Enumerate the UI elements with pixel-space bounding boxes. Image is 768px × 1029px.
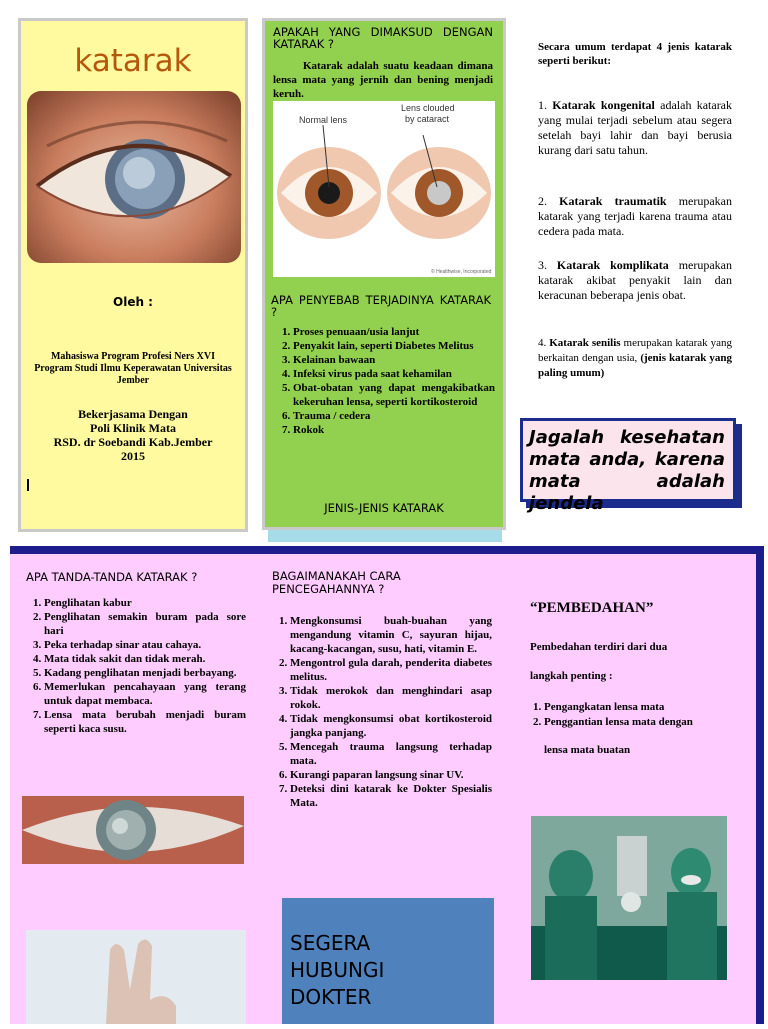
list-item: 4. Mata tidak sakit dan tidak merah. bbox=[44, 652, 246, 666]
partnership bbox=[25, 407, 241, 463]
surgery-heading: “PEMBEDAHAN” bbox=[530, 600, 654, 616]
type-item bbox=[538, 336, 732, 381]
hand-vision-test-photo bbox=[26, 930, 246, 1024]
list-item: 7. Lensa mata berubah menjadi buram seperti kaca susu. bbox=[44, 708, 246, 736]
partnership-line: RSD. dr Soebandi Kab.Jember bbox=[53, 435, 213, 449]
partnership-line: 2015 bbox=[121, 449, 145, 463]
type-desc: merupakan katarak akibat penyakit lain dan keracunan beberapa jenis obat. bbox=[538, 258, 732, 302]
clouded-lens-label-2: by cataract bbox=[405, 114, 450, 124]
type-item bbox=[538, 98, 732, 158]
decorative-strip bbox=[268, 530, 502, 542]
causes-list bbox=[273, 325, 495, 437]
list-item: 5. Obat-obatan yang dapat mengakibatkan kekeruhan lensa, seperti kortikosteroid bbox=[293, 381, 495, 409]
symptoms-list bbox=[30, 596, 246, 736]
list-item: 3. Kelainan bawaan bbox=[293, 353, 495, 367]
definition-text: Katarak adalah suatu keadaan dimana lensa mata yang jernih dan bening menjadi keruh. bbox=[273, 60, 493, 100]
contact-doctor-box bbox=[282, 898, 494, 1024]
cataract-eye-photo bbox=[27, 91, 241, 263]
panel-border-right bbox=[756, 546, 764, 1024]
callout-text: Jagalah kesehatan mata anda, karena mata adalah jendela bbox=[529, 427, 725, 514]
contact-line: DOKTER bbox=[290, 985, 372, 1009]
partnership-line: Poli Klinik Mata bbox=[89, 421, 176, 435]
definition-body bbox=[273, 59, 493, 101]
types-intro: Secara umum terdapat 4 jenis katarak seperti berikut: bbox=[538, 41, 732, 67]
types-heading: JENIS-JENIS KATARAK bbox=[324, 501, 444, 515]
type-desc: merupakan katarak yang terjadi karena trauma atau cedera pada mata. bbox=[538, 194, 733, 238]
author-line: Jember bbox=[116, 375, 150, 386]
list-item: 5. Kadang penglihatan menjadi berbayang. bbox=[44, 666, 246, 680]
list-item: 5. Mencegah trauma langsung terhadap mata. bbox=[290, 740, 492, 768]
list-item: 6. Kurangi paparan langsung sinar UV. bbox=[290, 768, 492, 782]
lens-comparison-illustration bbox=[273, 101, 495, 277]
cloudy-lens-photo bbox=[22, 796, 244, 864]
prevention-heading: BAGAIMANAKAH CARA PENCEGAHANNYA ? bbox=[272, 569, 401, 596]
authors bbox=[25, 351, 241, 387]
brochure-title: katarak bbox=[74, 43, 192, 79]
list-item: 1. Mengkonsumsi buah-buahan yang mengandung vitamin C, sayuran hijau, kacang-kacangan, susu, hati, vitamin E. bbox=[290, 614, 492, 656]
list-item: 4. Tidak mengkonsumsi obat kortikosteroid jangka panjang. bbox=[290, 712, 492, 740]
surgery-intro-2: langkah penting : bbox=[530, 670, 613, 682]
definition-panel bbox=[262, 18, 506, 530]
surgery-steps bbox=[530, 700, 730, 730]
panel-border-top bbox=[10, 546, 764, 554]
list-item: 1. Proses penuaan/usia lanjut bbox=[293, 325, 495, 339]
definition-heading: APAKAH YANG DIMAKSUD DENGAN KATARAK ? bbox=[273, 25, 493, 51]
list-item: 7. Rokok bbox=[293, 423, 495, 437]
list-item: 1. Penglihatan kabur bbox=[44, 596, 246, 610]
list-item: 1. Pengangkatan lensa mata bbox=[544, 700, 730, 715]
symptoms-heading: APA TANDA-TANDA KATARAK ? bbox=[26, 570, 198, 584]
prevention-list bbox=[276, 614, 492, 810]
type-name: Katarak traumatik bbox=[559, 194, 667, 208]
contact-text bbox=[290, 930, 486, 1011]
type-number: 4. bbox=[538, 337, 547, 349]
list-item: 2. Penyakit lain, seperti Diabetes Melitus bbox=[293, 339, 495, 353]
list-item: 6. Memerlukan pencahayaan yang terang untuk dapat membaca. bbox=[44, 680, 246, 708]
type-name: Katarak senilis bbox=[549, 337, 621, 349]
type-number: 3. bbox=[538, 258, 547, 272]
list-item: 4. Infeksi virus pada saat kehamilan bbox=[293, 367, 495, 381]
type-desc: merupakan katarak yang berkaitan dengan usia, bbox=[538, 337, 732, 364]
list-item: 2. Mengontrol gula darah, penderita diabetes melitus. bbox=[290, 656, 492, 684]
partnership-line: Bekerjasama Dengan bbox=[78, 407, 188, 421]
author-line: Program Studi Ilmu Keperawatan Universitas bbox=[34, 363, 232, 374]
type-item bbox=[538, 194, 732, 239]
type-desc: adalah katarak yang mulai terjadi sebelum atau segera setelah bayi lahir dan bayi berusia kurang dari satu tahun. bbox=[538, 98, 733, 157]
cover-panel bbox=[18, 18, 248, 532]
list-item: 7. Deteksi dini katarak ke Dokter Spesialis Mata. bbox=[290, 782, 492, 810]
callout-box bbox=[520, 418, 736, 514]
type-item bbox=[538, 258, 732, 303]
contact-line: HUBUNGI bbox=[290, 958, 385, 982]
type-number: 2. bbox=[538, 194, 547, 208]
list-item: 2. Penggantian lensa mata dengan bbox=[544, 715, 730, 730]
text-cursor-mark bbox=[27, 479, 29, 491]
list-item: 3. Tidak merokok dan menghindari asap rokok. bbox=[290, 684, 492, 712]
by-label: Oleh : bbox=[113, 295, 153, 309]
list-item: 2. Penglihatan semakin buram pada sore hari bbox=[44, 610, 246, 638]
causes-heading: APA PENYEBAB TERJADINYA KATARAK ? bbox=[271, 293, 491, 319]
type-name: Katarak komplikata bbox=[556, 258, 669, 272]
type-name: Katarak kongenital bbox=[552, 98, 655, 112]
author-line: Mahasiswa Program Profesi Ners XVI bbox=[50, 351, 216, 362]
list-item: 6. Trauma / cedera bbox=[293, 409, 495, 423]
normal-lens-label: Normal lens bbox=[299, 115, 348, 125]
clouded-lens-label: Lens clouded bbox=[401, 103, 455, 113]
surgery-step-continued: lensa mata buatan bbox=[544, 744, 631, 756]
surgery-intro: Pembedahan terdiri dari dua bbox=[530, 641, 668, 653]
surgery-photo bbox=[531, 816, 727, 980]
type-number: 1. bbox=[538, 98, 547, 112]
image-credit: © Healthwise, Incorporated bbox=[431, 269, 492, 275]
list-item: 3. Peka terhadap sinar atau cahaya. bbox=[44, 638, 246, 652]
type-note: (jenis katarak yang paling umum) bbox=[538, 352, 733, 379]
contact-line: SEGERA bbox=[290, 931, 371, 955]
